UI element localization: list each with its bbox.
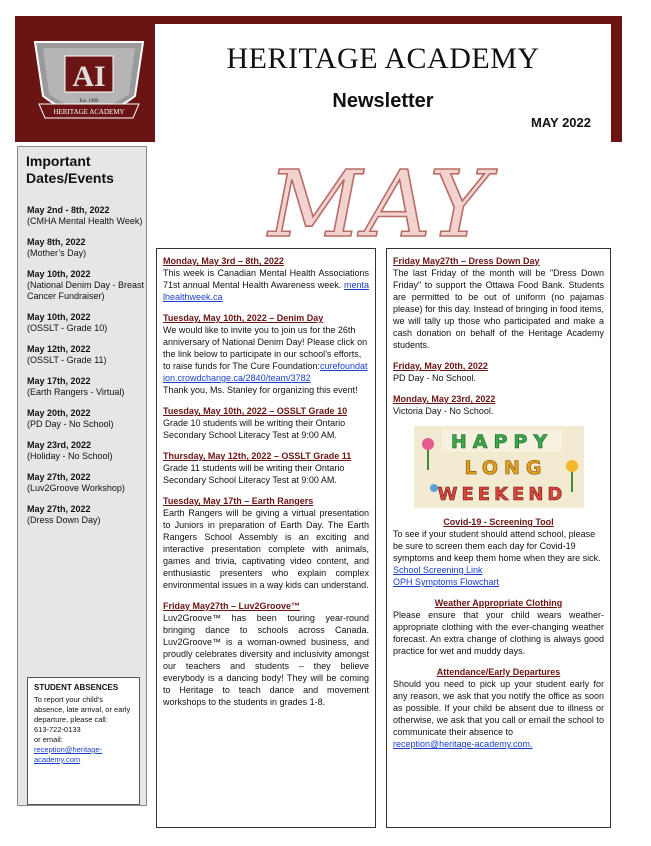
event-desc: (Holiday - No School) — [27, 451, 113, 461]
sidebar-title-line2: Dates/Events — [26, 170, 114, 186]
event-item — [27, 376, 146, 398]
absences-text: To report your child's absence, late arrival, or early departure, please call: — [34, 695, 131, 724]
title-box — [155, 24, 611, 112]
section-heading: Weather Appropriate Clothing — [434, 598, 563, 608]
event-item — [27, 237, 146, 259]
header-banner — [15, 16, 622, 142]
attendance-section — [393, 666, 604, 750]
event-desc: (Luv2Groove Workshop) — [27, 483, 125, 493]
section-text: Please ensure that your child wears weather-appropriate clothing with the ever-changing weather forecast. An extra change of clothing is always good practice for wet and muddy days. — [393, 610, 604, 656]
cure-foundation-link[interactable]: curefoundation.crowdchange.ca/2840/team/3782 — [163, 361, 368, 383]
event-date: May 23rd, 2022 — [27, 440, 92, 450]
section-text: Luv2Groove™ has been touring year-round bringing dance to schools across Canada. Luv2Groove™ is a woman-owned business, and proudly celebrates diversity and inclusivity amongst our teachers and students – they believe everybody is a dancing body! They will be coming to Heritage to teach dance and movement workshops to the students in grades 1-8. — [163, 613, 369, 707]
event-date: May 10th, 2022 — [27, 269, 91, 279]
section-heading: Thursday, May 12th, 2022 – OSSLT Grade 11 — [163, 451, 352, 461]
event-desc: (Earth Rangers - Virtual) — [27, 387, 125, 397]
section-thanks: Thank you, Ms. Stanley for organizing this event! — [163, 385, 358, 395]
mental-health-week-link[interactable]: mentalhealthweek.ca — [163, 280, 369, 302]
section-text: Grade 11 students will be writing their Ontario Secondary School Literacy Test at 9:00 AM. — [163, 463, 345, 485]
reception-email-link[interactable]: reception@heritage-academy.com. — [393, 739, 533, 749]
logo-est: Est. 1980 — [79, 99, 99, 104]
hlw-word-1: HAPPY — [450, 431, 553, 453]
section-heading: Attendance/Early Departures — [436, 667, 561, 677]
dress-down-day-section — [393, 255, 604, 351]
section-heading: Tuesday, May 10th, 2022 – OSSLT Grade 10 — [163, 406, 348, 416]
hlw-word-2: LONG — [463, 457, 548, 479]
hlw-word-3: WEEKEND — [437, 484, 566, 505]
event-date: May 20th, 2022 — [27, 408, 91, 418]
date-strip — [155, 112, 611, 142]
denim-day-section — [163, 312, 369, 396]
section-heading: Friday, May 20th, 2022 — [393, 361, 488, 371]
event-desc: (Mother’s Day) — [27, 248, 87, 258]
section-text: Earth Rangers will be giving a virtual presentation to Juniors in preparation of Earth Day. The Earth Rangers School Assembly is an exciting and interactive presentation complete with animals, games and trivia, captivating video content, and enthusiastic presenters who explain complex environmental issues in a way kids can understand. — [163, 508, 369, 590]
section-heading: Monday, May 3rd – 8th, 2022 — [163, 256, 284, 266]
may-title-text: MAY — [268, 151, 492, 248]
event-item — [27, 312, 146, 334]
school-name: HERITAGE ACADEMY — [226, 42, 540, 75]
section-heading: Friday May27th – Dress Down Day — [393, 256, 540, 266]
section-text: We would like to invite you to join us for the 26th anniversary of National Denim Day! Please click on the link below to participate in our school’s efforts, to raise funds for The Cure Foundation: — [163, 325, 368, 371]
school-crest-logo — [31, 36, 147, 132]
event-list — [27, 205, 146, 526]
event-item — [27, 408, 146, 430]
section-text: To see if your student should attend school, please be sure to screen them each day for Covid-19 symptoms and keep them home when they are sick. — [393, 529, 601, 563]
section-heading: Monday, May 23rd, 2022 — [393, 394, 496, 404]
section-heading: Covid-19 - Screening Tool — [443, 517, 554, 527]
event-date: May 12th, 2022 — [27, 344, 91, 354]
important-dates-sidebar — [17, 146, 147, 806]
event-item — [27, 440, 146, 462]
event-desc: (PD Day - No School) — [27, 419, 114, 429]
event-desc: (CMHA Mental Health Week) — [27, 216, 143, 226]
event-date: May 10th, 2022 — [27, 312, 91, 322]
newsletter-label: Newsletter — [332, 90, 434, 112]
section-text: The last Friday of the month will be "Dress Down Friday" to support the Ottawa Food Bank. Students are permitted to be out of uniform (no pajamas please) for this day. Instead of bringing in food items, we will tally up those who participated and make a cash donation on behalf of the Heritage Academy students. — [393, 268, 604, 350]
may-title-graphic — [250, 148, 510, 248]
event-date: May 27th, 2022 — [27, 472, 91, 482]
section-heading: Tuesday, May 10th, 2022 – Denim Day — [163, 313, 324, 323]
event-date: May 27th, 2022 — [27, 504, 91, 514]
event-desc: (Dress Down Day) — [27, 515, 101, 525]
section-heading: Friday May27th – Luv2Groove™ — [163, 601, 301, 611]
logo-banner-text: HERITAGE ACADEMY — [53, 108, 125, 116]
news-column-left — [156, 248, 376, 828]
osslt-grade11-section — [163, 450, 369, 486]
event-item — [27, 504, 146, 526]
weather-clothing-section — [393, 597, 604, 657]
oph-symptoms-flowchart-link[interactable]: OPH Symptoms Flowchart — [393, 577, 500, 587]
victoria-day-section — [393, 393, 604, 417]
osslt-grade10-section — [163, 405, 369, 441]
sidebar-title-line1: Important — [26, 153, 91, 169]
event-item — [27, 472, 146, 494]
section-text: This week is Canadian Mental Health Associations 71st annual Mental Health Awareness week. — [163, 268, 369, 290]
event-item — [27, 344, 146, 366]
section-text: PD Day - No School. — [393, 373, 477, 383]
event-desc: (National Denim Day - Breast Cancer Fundraiser) — [27, 280, 145, 301]
absences-email-link[interactable]: reception@heritage-academy.com — [34, 745, 103, 764]
earth-rangers-section — [163, 495, 369, 591]
section-heading: Tuesday, May 17th – Earth Rangers — [163, 496, 314, 506]
section-text: Should you need to pick up your student early for any reason, we ask that you notify the office as soon as possible. If your child be absent due to illness or otherwise, we ask that you call or email the school to communicate their absence to — [393, 679, 604, 737]
logo-monogram: AI — [72, 60, 106, 93]
luv2groove-section — [163, 600, 369, 708]
absences-or-email: or email: — [34, 735, 63, 744]
happy-long-weekend-graphic — [414, 426, 584, 508]
issue-date: MAY 2022 — [531, 115, 591, 130]
school-screening-link[interactable]: School Screening Link — [393, 565, 483, 575]
covid-screening-section — [393, 516, 604, 588]
absences-phone: 613-722-0133 — [34, 725, 81, 734]
sidebar-title — [26, 153, 146, 187]
event-date: May 8th, 2022 — [27, 237, 86, 247]
news-column-right — [386, 248, 611, 828]
absences-heading: STUDENT ABSENCES — [34, 683, 119, 692]
event-desc: (OSSLT - Grade 10) — [27, 323, 108, 333]
mental-health-week-section — [163, 255, 369, 303]
event-item — [27, 205, 146, 227]
event-item — [27, 269, 146, 302]
pd-day-section — [393, 360, 604, 384]
event-date: May 2nd - 8th, 2022 — [27, 205, 110, 215]
event-desc: (OSSLT - Grade 11) — [27, 355, 107, 365]
section-text: Grade 10 students will be writing their Ontario Secondary School Literacy Test at 9:00 AM. — [163, 418, 346, 440]
section-text: Victoria Day - No School. — [393, 406, 494, 416]
event-date: May 17th, 2022 — [27, 376, 91, 386]
student-absences-box — [27, 677, 140, 805]
